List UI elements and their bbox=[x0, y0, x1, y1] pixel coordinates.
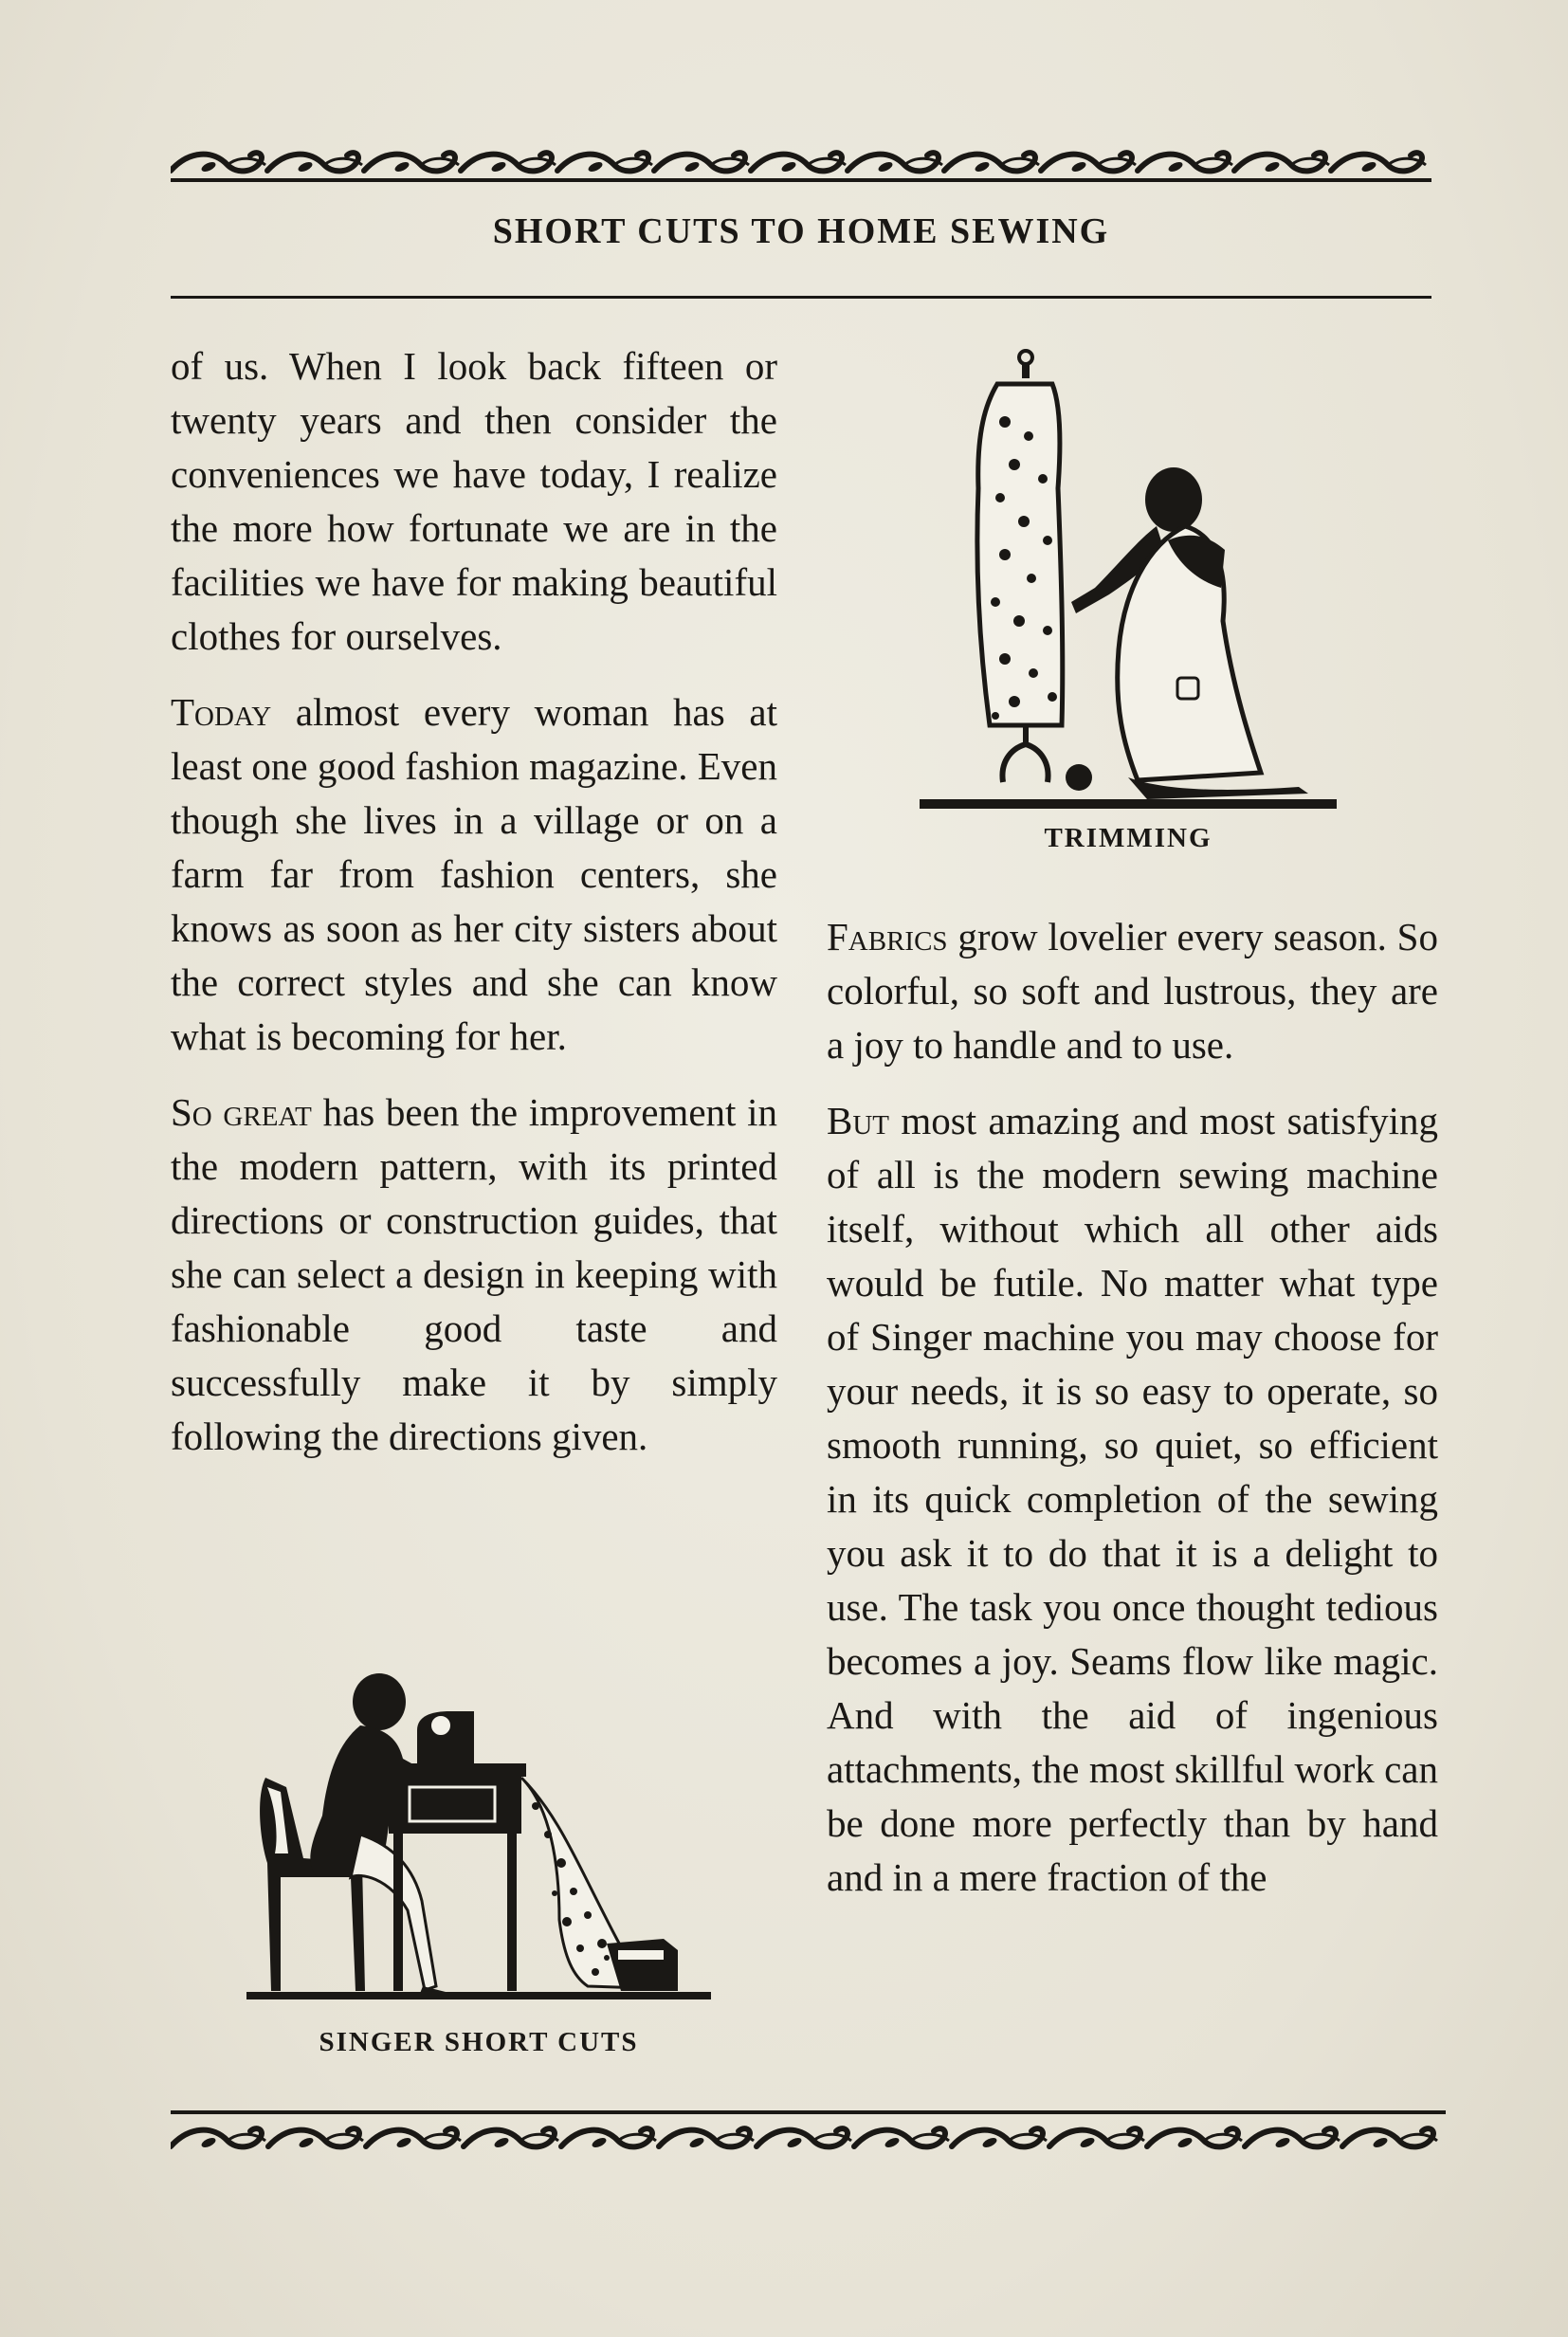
scroll-vine-motif-icon bbox=[757, 2128, 851, 2149]
paragraph-lead: But bbox=[827, 1099, 890, 1142]
woman-sewing-machine-icon bbox=[246, 1673, 711, 2010]
paragraph bbox=[171, 339, 777, 664]
scroll-vine-motif-icon bbox=[364, 153, 459, 173]
scroll-vine-motif-icon bbox=[561, 2128, 656, 2149]
scroll-vine-motif-icon bbox=[557, 153, 652, 173]
scroll-vine-motif-icon bbox=[268, 2128, 363, 2149]
page-header-title: SHORT CUTS TO HOME SEWING bbox=[492, 211, 1110, 251]
right-text-column bbox=[827, 910, 1438, 1926]
scroll-vine-motif-icon bbox=[1342, 2128, 1437, 2149]
paragraph-text: grow lovelier every season. So colorful, so soft and lustrous, they are a joy to handle and to use. bbox=[827, 915, 1438, 1067]
sewing-caption: SINGER SHORT CUTS bbox=[319, 2027, 639, 2057]
paragraph bbox=[171, 685, 777, 1064]
dress-form-trimming-icon bbox=[920, 346, 1337, 811]
left-text-column bbox=[171, 339, 777, 1486]
paragraph-lead: Fabrics bbox=[827, 915, 948, 959]
scroll-vine-motif-icon bbox=[944, 153, 1039, 173]
scroll-vine-motif-icon bbox=[952, 2128, 1047, 2149]
scroll-vine-motif-icon bbox=[751, 153, 846, 173]
top-scroll-border-icon bbox=[171, 142, 1431, 184]
header-rule bbox=[171, 296, 1431, 299]
scroll-vine-motif-icon bbox=[659, 2128, 754, 2149]
paragraph-text: most amazing and most satisfying of all is the modern sewing machine itself, without which all other aids would be futile. No matter what type of Singer machine you may choose for your needs, it is so easy to operate, so smooth running, so quiet, so efficient in its quick completion of the sewing you ask it to do that it is a delight to use. The task you once thought tedious becomes a joy. Seams flow like magic. And with the aid of ingenious attachments, the most skillful work can be done more perfectly than by hand and in a mere fraction of the bbox=[827, 1099, 1438, 1899]
scroll-vine-motif-icon bbox=[1331, 153, 1426, 173]
scroll-vine-motif-icon bbox=[854, 2128, 949, 2149]
paragraph-lead: So great bbox=[171, 1090, 312, 1134]
paragraph-text: almost every woman has at least one good fashion magazine. Even though she lives in a village or on a farm far from fashion centers, she knows as soon as her city sisters about the correct styles and she can know what is becoming for her. bbox=[171, 690, 777, 1058]
scroll-vine-motif-icon bbox=[1049, 2128, 1144, 2149]
paragraph bbox=[171, 1086, 777, 1464]
paragraph-text: of us. When I look back fifteen or twenty years and then consider the conveniences we have today, I realize the more how fortunate we are in the facilities we have for making beautiful clothes for ourselves. bbox=[171, 344, 777, 658]
trimming-caption: TRIMMING bbox=[1044, 823, 1212, 853]
scroll-vine-motif-icon bbox=[267, 153, 362, 173]
paragraph bbox=[827, 910, 1438, 1072]
paragraph-text: has been the improvement in the modern pattern, with its printed directions or construction guides, that she can select a design in keeping with fashionable good taste and successfully make it by simply following the directions given. bbox=[171, 1090, 777, 1458]
scroll-vine-motif-icon bbox=[1245, 2128, 1340, 2149]
scroll-vine-motif-icon bbox=[1138, 153, 1232, 173]
paragraph-lead: Today bbox=[171, 690, 272, 734]
paragraph bbox=[827, 1094, 1438, 1905]
scroll-vine-motif-icon bbox=[1234, 153, 1329, 173]
scroll-vine-motif-icon bbox=[848, 153, 942, 173]
scroll-vine-motif-icon bbox=[461, 153, 556, 173]
scroll-vine-motif-icon bbox=[654, 153, 749, 173]
scroll-vine-motif-icon bbox=[171, 2128, 265, 2149]
scroll-vine-motif-icon bbox=[1041, 153, 1136, 173]
bottom-scroll-border-icon bbox=[171, 2107, 1446, 2154]
scroll-vine-motif-icon bbox=[464, 2128, 558, 2149]
scroll-vine-motif-icon bbox=[1147, 2128, 1242, 2149]
scroll-vine-motif-icon bbox=[366, 2128, 461, 2149]
scroll-vine-motif-icon bbox=[171, 153, 265, 173]
